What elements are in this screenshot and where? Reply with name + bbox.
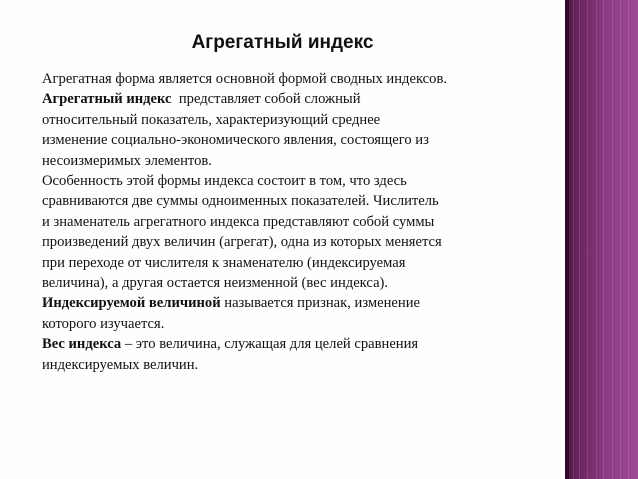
body-line: которого изучается.: [42, 315, 165, 332]
body-line: при переходе от числителя к знаменателю (индексируемая: [42, 254, 406, 271]
term-indexed-value: Индексируемой величиной: [42, 295, 221, 312]
body-line: несоизмеримых элементов.: [42, 152, 212, 169]
band-edge: [565, 0, 569, 479]
term-index-weight: Вес индекса: [42, 336, 122, 353]
slide-title: Агрегатный индекс: [191, 32, 374, 53]
body-line: произведений двух величин (агрегат), одна из которых меняется: [42, 234, 442, 251]
body-line: Индексируемой величиной называется признак, изменение: [42, 295, 420, 312]
body-line: индексируемых величин.: [42, 356, 199, 373]
body-line: относительный показатель, характеризующий среднее: [42, 111, 381, 128]
term-aggregate-index: Агрегатный индекс: [42, 91, 172, 108]
slide-body: [42, 69, 550, 375]
body-line: и знаменатель агрегатного индекса представляют собой суммы: [42, 213, 435, 230]
body-line: Особенность этой формы индекса состоит в том, что здесь: [42, 173, 407, 190]
body-line: Агрегатный индекс представляет собой сложный: [42, 91, 361, 108]
body-line: величина), а другая остается неизменной (вес индекса).: [42, 275, 389, 292]
decorative-side-band: [565, 0, 638, 479]
body-line: сравниваются две суммы одноименных показателей. Числитель: [42, 193, 439, 210]
body-line: Агрегатная форма является основной формой сводных индексов.: [42, 71, 447, 87]
body-line: изменение социально-экономического явления, состоящего из: [42, 132, 429, 149]
body-line: Вес индекса – это величина, служащая для целей сравнения: [42, 336, 419, 353]
